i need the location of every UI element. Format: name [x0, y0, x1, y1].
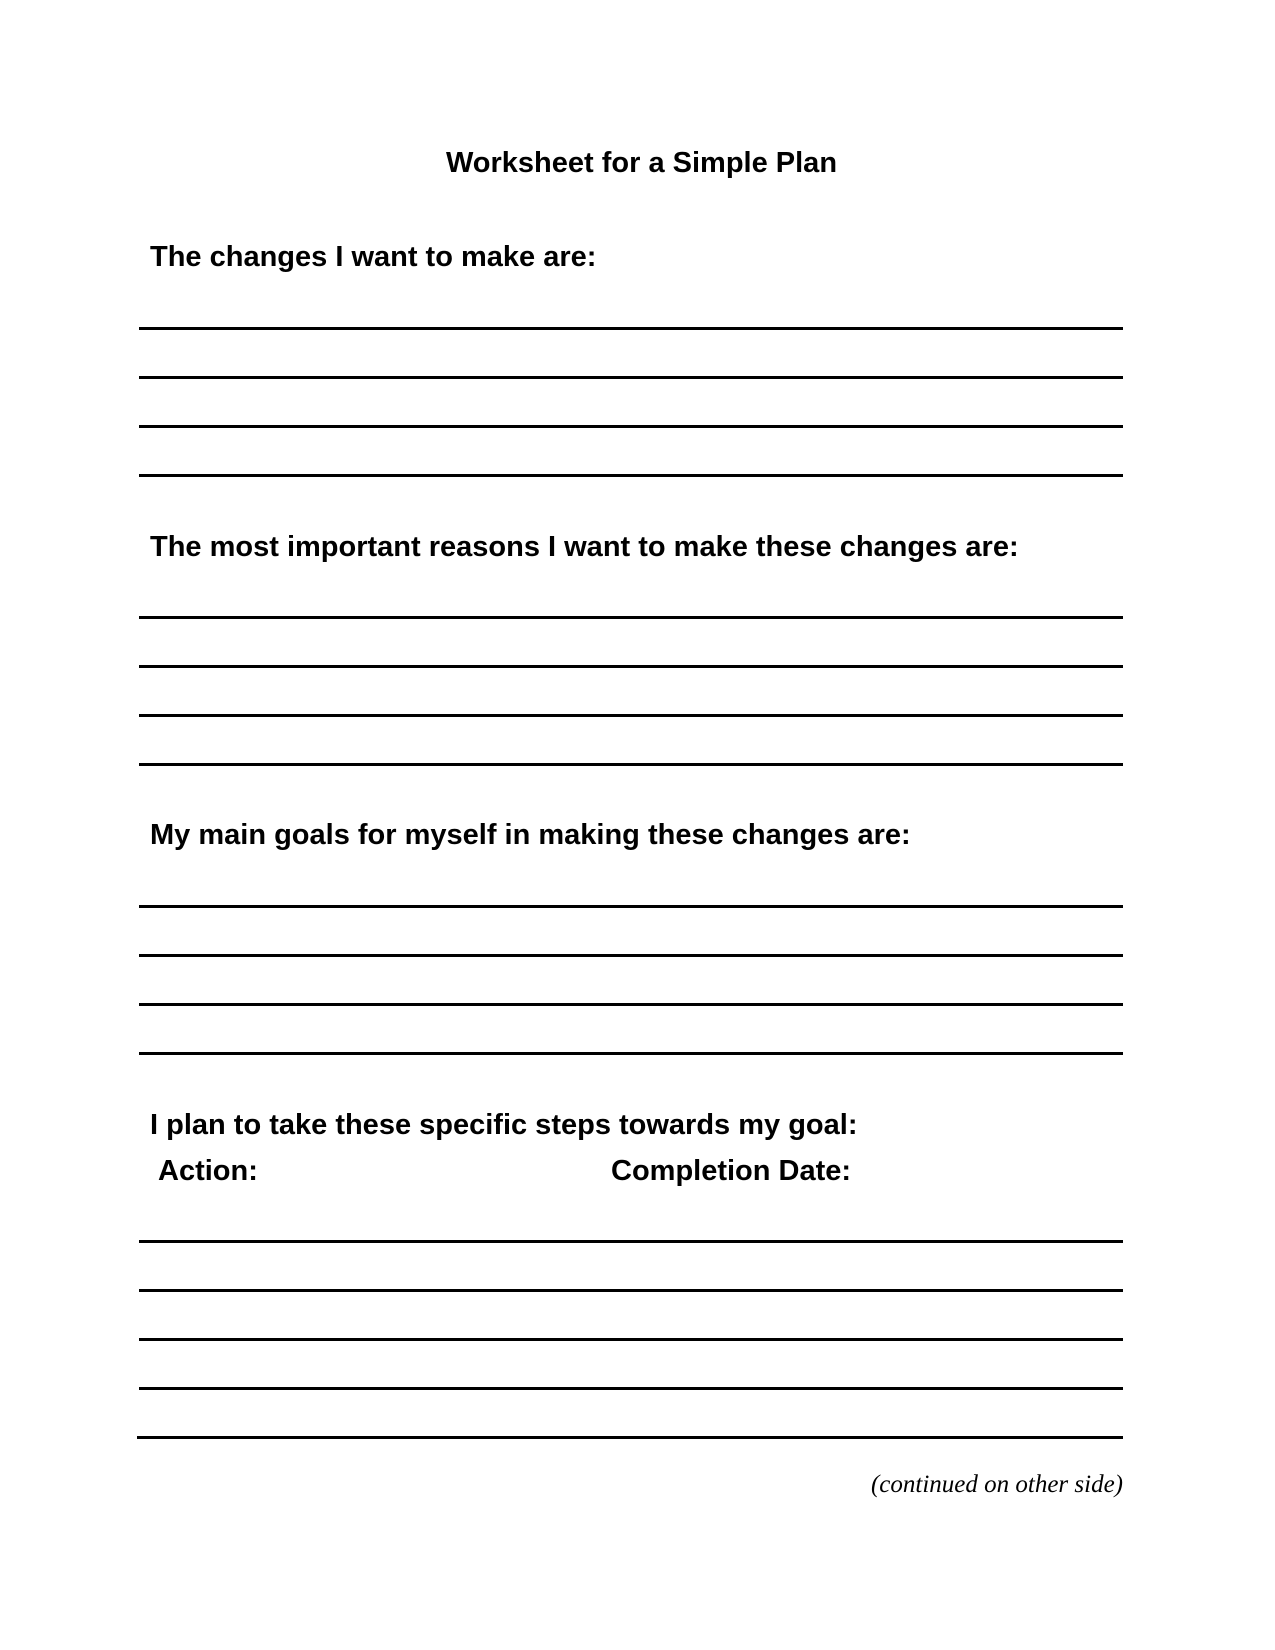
- answer-line[interactable]: [137, 1436, 1123, 1439]
- answer-line[interactable]: [139, 327, 1123, 330]
- completion-date-column-label: Completion Date:: [611, 1155, 852, 1187]
- answer-line[interactable]: [139, 665, 1123, 668]
- section-heading-changes: The changes I want to make are:: [150, 241, 597, 273]
- page-title: Worksheet for a Simple Plan: [445, 147, 838, 179]
- section-heading-goals: My main goals for myself in making these changes are:: [150, 819, 911, 851]
- answer-line[interactable]: [139, 905, 1123, 908]
- answer-line[interactable]: [139, 1052, 1123, 1055]
- answer-line[interactable]: [139, 763, 1123, 766]
- answer-line[interactable]: [139, 1289, 1123, 1292]
- action-column-label: Action:: [158, 1155, 258, 1187]
- answer-line[interactable]: [139, 1003, 1123, 1006]
- answer-line[interactable]: [139, 425, 1123, 428]
- answer-line[interactable]: [139, 1240, 1123, 1243]
- continued-note: (continued on other side): [870, 1471, 1123, 1498]
- answer-line[interactable]: [139, 474, 1123, 477]
- answer-line[interactable]: [139, 616, 1123, 619]
- answer-line[interactable]: [139, 954, 1123, 957]
- answer-line[interactable]: [139, 1387, 1123, 1390]
- answer-line[interactable]: [139, 376, 1123, 379]
- answer-line[interactable]: [139, 1338, 1123, 1341]
- section-heading-reasons: The most important reasons I want to make these changes are:: [150, 531, 1019, 563]
- answer-line[interactable]: [139, 714, 1123, 717]
- section-heading-steps: I plan to take these specific steps towards my goal:: [150, 1109, 858, 1141]
